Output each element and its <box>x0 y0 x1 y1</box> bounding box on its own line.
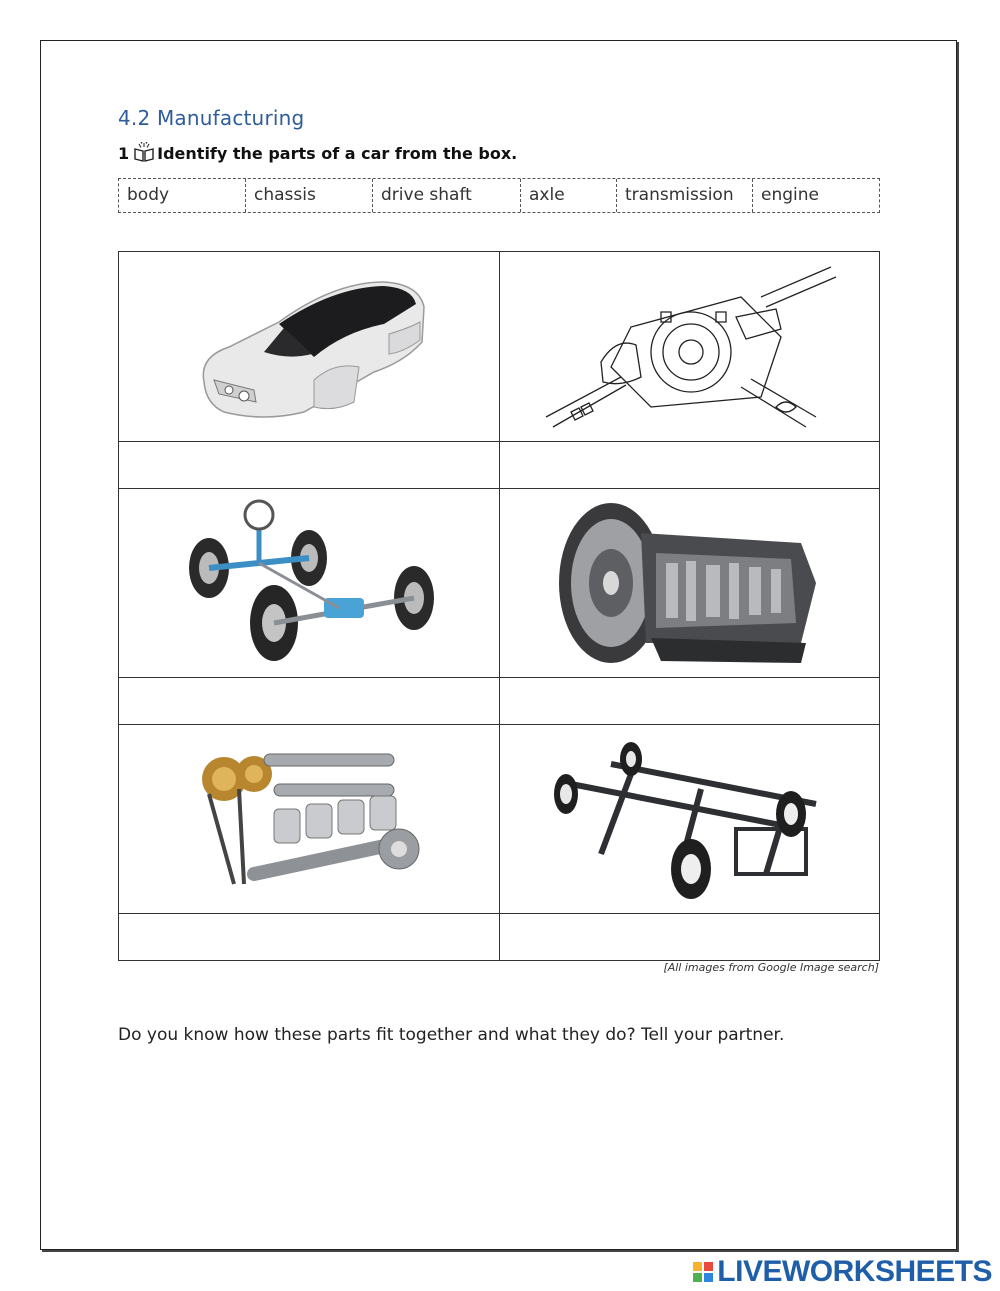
instruction <box>118 141 517 163</box>
answer-field-2[interactable] <box>501 442 879 487</box>
word-engine: engine <box>761 185 819 205</box>
liveworksheets-logo <box>693 1255 992 1289</box>
image-cell-3 <box>119 489 499 677</box>
brand-name: LIVEWORKSHEETS <box>717 1255 992 1288</box>
word-box <box>118 178 880 213</box>
image-credit: [All images from Google Image search] <box>663 961 879 974</box>
answer-field-4[interactable] <box>501 678 879 723</box>
reading-book-icon <box>133 141 155 163</box>
instruction-number: 1 <box>118 144 130 163</box>
image-cell-6 <box>500 725 881 913</box>
parts-grid <box>118 251 880 961</box>
word-axle: axle <box>521 179 617 212</box>
image-cell-1 <box>119 252 499 441</box>
engine-image <box>194 734 424 904</box>
word-transmission: transmission <box>617 179 753 212</box>
chassis-image <box>541 734 841 904</box>
drive-shaft-image <box>179 493 439 673</box>
word-body: body <box>119 179 246 212</box>
brand-blocks-icon <box>693 1262 713 1282</box>
transmission-image <box>551 493 831 673</box>
discussion-question: Do you know how these parts fit together and what they do? Tell your partner. <box>118 1025 785 1045</box>
car-body-image <box>184 262 434 432</box>
section-title: 4.2 Manufacturing <box>118 106 305 130</box>
answer-field-3[interactable] <box>120 678 498 723</box>
image-cell-4 <box>500 489 881 677</box>
axle-image <box>541 257 841 437</box>
answer-field-1[interactable] <box>120 442 498 487</box>
word-drive-shaft: drive shaft <box>373 179 521 212</box>
image-cell-2 <box>500 252 881 441</box>
instruction-text: Identify the parts of a car from the box. <box>157 144 518 163</box>
answer-field-6[interactable] <box>501 914 879 960</box>
image-cell-5 <box>119 725 499 913</box>
answer-field-5[interactable] <box>120 914 498 960</box>
word-chassis: chassis <box>246 179 373 212</box>
